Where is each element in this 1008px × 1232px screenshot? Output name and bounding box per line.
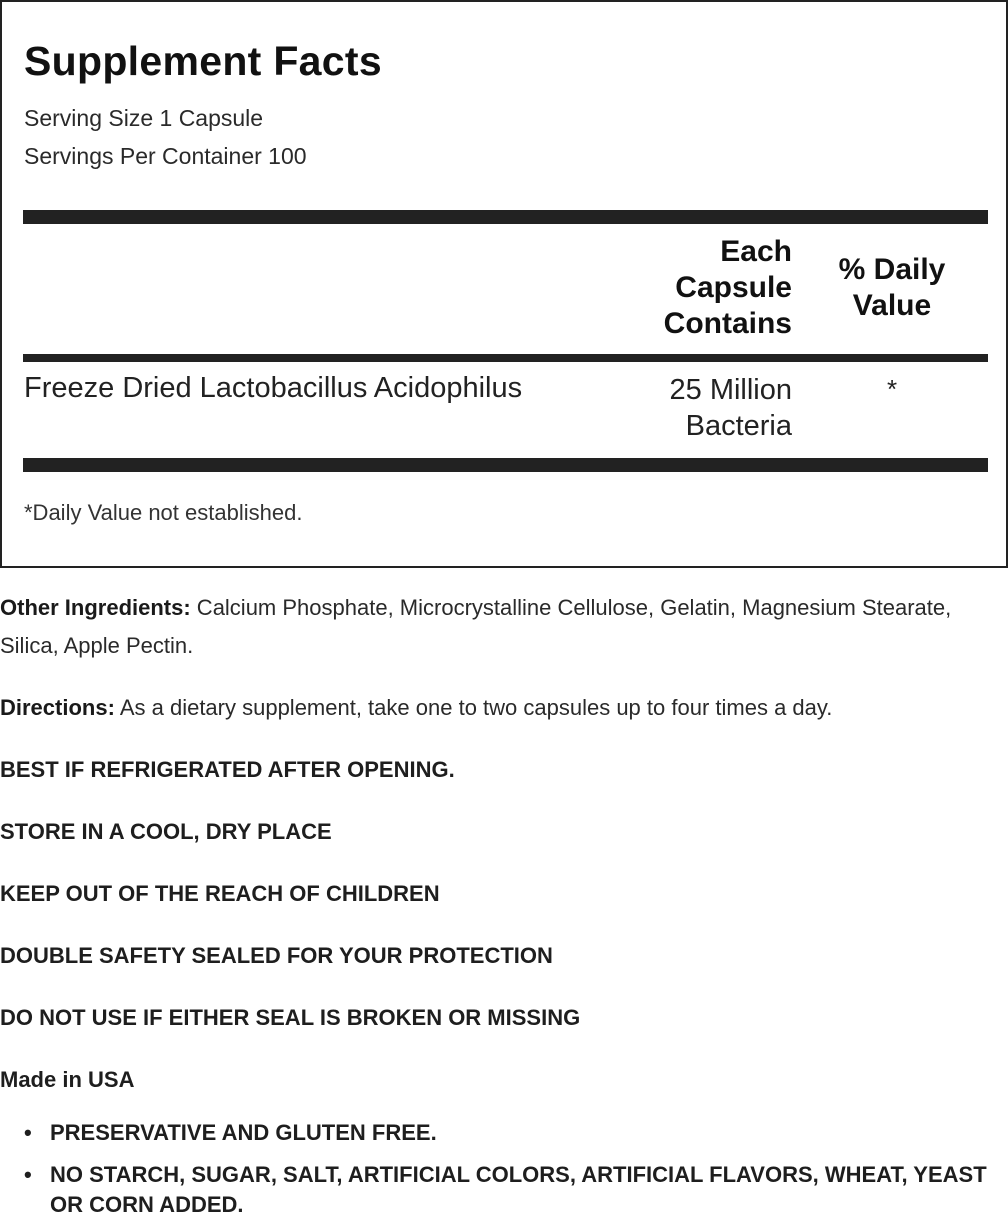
column-header-amount [664, 234, 792, 342]
facts-title: Supplement Facts [24, 38, 382, 84]
list-item [0, 1118, 1000, 1148]
divider-medium [23, 354, 988, 362]
divider-thick-top [23, 210, 988, 224]
ingredient-amount-line: 25 Million [669, 374, 792, 406]
servings-per-container: Servings Per Container 100 [24, 143, 307, 169]
ingredient-amount [670, 372, 793, 444]
bullet-text: NO STARCH, SUGAR, SALT, ARTIFICIAL COLORS, ARTIFICIAL FLAVORS, WHEAT, YEAST OR CORN ADDED. [50, 1162, 987, 1217]
other-ingredients-text: Calcium Phosphate, Microcrystalline Cellulose, Gelatin, Magnesium Stearate, Silica, Apple Pectin. [0, 595, 952, 658]
ingredient-daily-value: * [886, 374, 898, 404]
bullet-icon: • [24, 1120, 32, 1145]
column-header-dv-line: Value [852, 289, 932, 322]
ingredient-amount-line: Bacteria [685, 410, 792, 442]
column-header-amount-line: Each [720, 235, 792, 268]
directions-label: Directions: [0, 695, 115, 720]
notice-seal-broken: DO NOT USE IF EITHER SEAL IS BROKEN OR MISSING [0, 1005, 581, 1030]
supplement-facts-panel [0, 0, 1008, 568]
serving-size: Serving Size 1 Capsule [24, 105, 264, 131]
bullet-text: PRESERVATIVE AND GLUTEN FREE. [50, 1120, 437, 1145]
other-ingredients [0, 589, 990, 665]
column-header-amount-line: Capsule [675, 271, 792, 304]
made-in-usa: Made in USA [0, 1067, 135, 1092]
notice-keep-from-children: KEEP OUT OF THE REACH OF CHILDREN [0, 881, 440, 906]
notice-refrigerate: BEST IF REFRIGERATED AFTER OPENING. [0, 757, 455, 782]
column-header-daily-value [822, 252, 962, 324]
list-item [0, 1160, 1000, 1220]
bullet-icon: • [24, 1162, 32, 1187]
daily-value-footnote: *Daily Value not established. [24, 500, 303, 525]
other-ingredients-label: Other Ingredients: [0, 595, 191, 620]
column-header-amount-line: Contains [663, 307, 792, 340]
directions [0, 689, 1000, 727]
directions-text: As a dietary supplement, take one to two capsules up to four times a day. [114, 695, 833, 720]
divider-thick-bottom [23, 458, 988, 472]
ingredient-name: Freeze Dried Lactobacillus Acidophilus [24, 372, 523, 404]
notice-safety-sealed: DOUBLE SAFETY SEALED FOR YOUR PROTECTION [0, 943, 553, 968]
column-header-dv-line: % Daily [838, 253, 946, 286]
feature-bullet-list [0, 1118, 1000, 1232]
notice-store-cool: STORE IN A COOL, DRY PLACE [0, 819, 332, 844]
